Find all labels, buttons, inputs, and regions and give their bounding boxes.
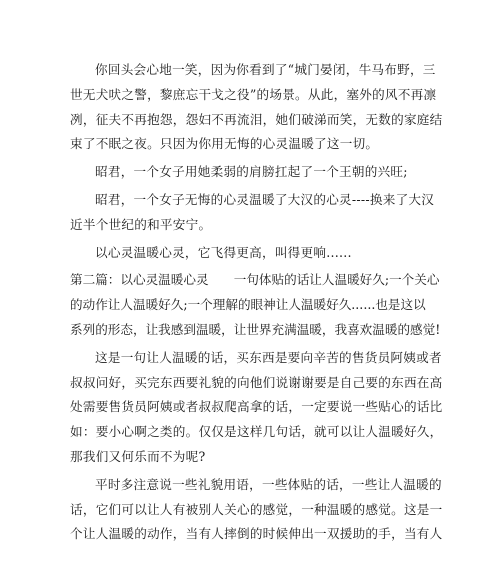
text-line: 昭君，一个女子用她柔弱的肩膀扛起了一个王朝的兴旺; [95,164,408,180]
text-line: 这是一句让人温暖的话，买东西是要向辛苦的售货员阿姨或者 [95,349,442,365]
paragraph-second-essay-heading [70,268,441,342]
text-line: 系列的形态，让我感到温暖，让世界充满温暖，我喜欢温暖的感觉! [70,321,441,337]
text-line: 世无犬吠之警，黎庶忘干戈之役”的场景。从此，塞外的风不再凛 [70,86,437,102]
document-body [70,58,443,547]
text-line: 以心灵温暖心灵，它飞得更高，叫得更响...... [95,244,352,260]
text-line: 叔叔问好，买完东西要礼貌的向他们说谢谢要是自己要的东西在高 [70,374,443,390]
text-line: 昭君，一个女子无悔的心灵温暖了大汉的心灵----换来了大汉 [95,191,435,207]
paragraph-polite-words [70,473,443,547]
paragraph-zhaojun-shoulders [70,160,430,185]
text-line: 个让人温暖的动作，当有人摔倒的时候伸出一双援助的手，当有人 [70,526,443,542]
text-line: 你回头会心地一笑，因为你看到了“城门晏闭，牛马布野，三 [95,62,436,77]
text-line: 束了不眠之夜。只因为你用无悔的心灵温暖了这一切。 [70,136,379,152]
paragraph-zhaojun-smile [70,58,443,157]
text-line: 处需要售货员阿姨或者叔叔爬高拿的话，一定要说一些贴心的话比 [70,399,443,415]
text-line: 话，它们可以让人有被别人关心的感觉，一种温暖的感觉。这是一 [70,501,443,517]
text-line: 平时多注意说一些礼貌用语，一些体贴的话，一些让人温暖的 [95,476,442,492]
text-line: 的动作让人温暖好久;一个理解的眼神让人温暖好久......也是这以 [70,297,426,313]
paragraph-zhaojun-peace [70,188,435,238]
text-line: 冽，征夫不再抱怨，怨妇不再流泪，她们破涕而笑，无数的家庭结 [70,111,443,127]
text-line: 那我们又何乐而不为呢? [70,448,206,464]
text-line: 第二篇：以心灵温暖心灵 一句体贴的话让人温暖好久;一个关心 [70,272,440,288]
text-line: 近半个世纪的和平安宁。 [70,216,212,232]
text-line: 如：要小心啊之类的。仅仅是这样几句话，就可以让人温暖好久， [70,424,443,440]
paragraph-shopping-greeting [70,346,443,470]
paragraph-fly-higher [70,241,430,266]
